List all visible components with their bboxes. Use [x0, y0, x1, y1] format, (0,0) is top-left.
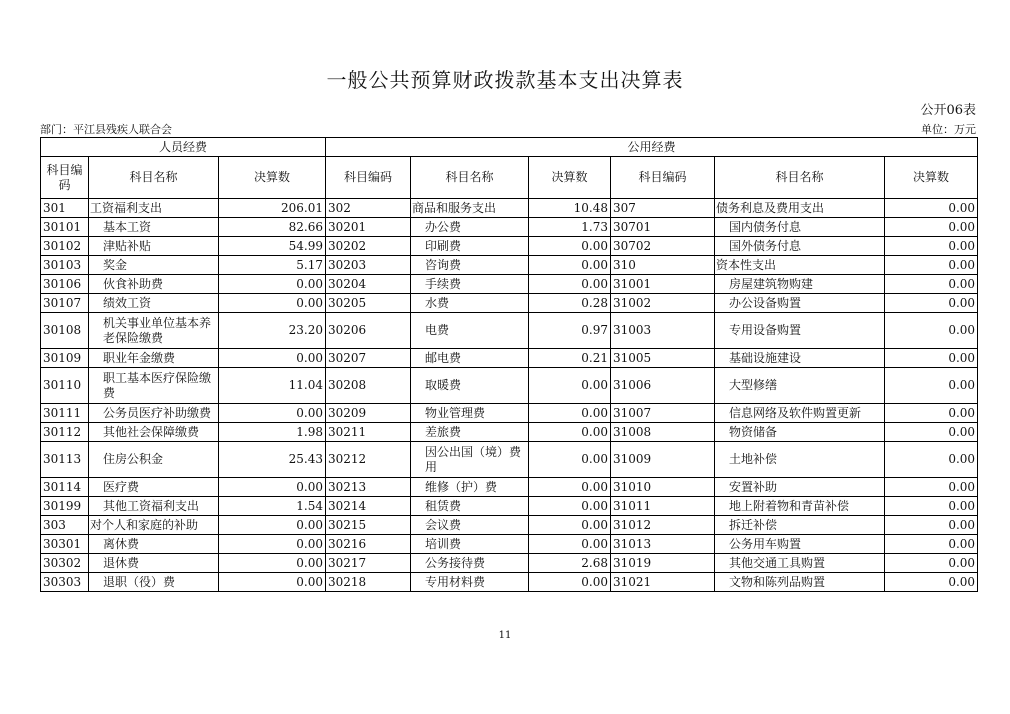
budget-table	[40, 137, 978, 592]
table-title: 一般公共预算财政拨款基本支出决算表	[326, 68, 684, 92]
subject-code-cell: 30108	[41, 313, 89, 349]
amount-cell: 0.00	[219, 404, 326, 423]
subject-code-cell: 301	[41, 199, 89, 218]
subject-code-cell: 30302	[41, 554, 89, 573]
table-row	[41, 573, 978, 592]
subject-code-cell: 30301	[41, 535, 89, 554]
subject-code-cell: 30701	[611, 218, 715, 237]
amount-cell: 0.00	[529, 516, 611, 535]
subject-code-cell: 30217	[326, 554, 411, 573]
subject-code-cell: 30303	[41, 573, 89, 592]
subject-name-cell: 办公设备购置	[715, 294, 885, 313]
subject-name-cell: 伙食补助费	[89, 275, 219, 294]
amount-cell: 0.00	[885, 497, 978, 516]
amount-cell: 54.99	[219, 237, 326, 256]
subject-name-cell: 国外债务付息	[715, 237, 885, 256]
col-header-amount: 决算数	[885, 157, 978, 199]
amount-cell: 82.66	[219, 218, 326, 237]
amount-cell: 0.00	[885, 516, 978, 535]
subject-name-cell: 培训费	[411, 535, 529, 554]
col-header-code: 科目编码	[326, 157, 411, 199]
subject-code-cell: 30209	[326, 404, 411, 423]
subject-name-cell: 绩效工资	[89, 294, 219, 313]
subject-name-cell: 奖金	[89, 256, 219, 275]
subject-code-cell: 31002	[611, 294, 715, 313]
table-row	[41, 516, 978, 535]
subject-name-cell: 电费	[411, 313, 529, 349]
amount-cell: 0.00	[219, 294, 326, 313]
amount-cell: 0.00	[885, 218, 978, 237]
subject-name-cell: 职工基本医疗保险缴费	[89, 368, 219, 404]
subject-name-cell: 差旅费	[411, 423, 529, 442]
subject-name-cell: 职业年金缴费	[89, 349, 219, 368]
table-row	[41, 442, 978, 478]
amount-cell: 23.20	[219, 313, 326, 349]
subject-name-cell: 其他工资福利支出	[89, 497, 219, 516]
subject-code-cell: 30204	[326, 275, 411, 294]
subject-name-cell: 房屋建筑物购建	[715, 275, 885, 294]
subject-name-cell: 土地补偿	[715, 442, 885, 478]
amount-cell: 0.00	[885, 554, 978, 573]
amount-cell: 0.00	[529, 442, 611, 478]
subject-name-cell: 基础设施建设	[715, 349, 885, 368]
subject-name-cell: 物业管理费	[411, 404, 529, 423]
subject-code-cell: 30107	[41, 294, 89, 313]
subject-name-cell: 资本性支出	[715, 256, 885, 275]
subject-code-cell: 31003	[611, 313, 715, 349]
subject-name-cell: 津贴补贴	[89, 237, 219, 256]
subject-code-cell: 30112	[41, 423, 89, 442]
subject-name-cell: 国内债务付息	[715, 218, 885, 237]
subject-code-cell: 310	[611, 256, 715, 275]
amount-cell: 0.00	[529, 404, 611, 423]
subject-name-cell: 债务利息及费用支出	[715, 199, 885, 218]
subject-name-cell: 地上附着物和青苗补偿	[715, 497, 885, 516]
amount-cell: 11.04	[219, 368, 326, 404]
subject-name-cell: 邮电费	[411, 349, 529, 368]
subject-name-cell: 其他交通工具购置	[715, 554, 885, 573]
subject-code-cell: 30213	[326, 478, 411, 497]
group-header-row	[41, 138, 978, 157]
table-row	[41, 313, 978, 349]
subject-name-cell: 拆迁补偿	[715, 516, 885, 535]
table-row	[41, 237, 978, 256]
amount-cell: 0.00	[885, 573, 978, 592]
amount-cell: 0.00	[885, 535, 978, 554]
subject-code-cell: 30110	[41, 368, 89, 404]
subject-code-cell: 30214	[326, 497, 411, 516]
col-header-name: 科目名称	[411, 157, 529, 199]
subject-code-cell: 30207	[326, 349, 411, 368]
amount-cell: 0.00	[885, 237, 978, 256]
group-personnel: 人员经费	[41, 138, 326, 157]
amount-cell: 0.00	[219, 516, 326, 535]
subject-name-cell: 退休费	[89, 554, 219, 573]
subject-code-cell: 30199	[41, 497, 89, 516]
subject-code-cell: 30111	[41, 404, 89, 423]
subject-name-cell: 公务用车购置	[715, 535, 885, 554]
subject-code-cell: 31009	[611, 442, 715, 478]
amount-cell: 0.00	[529, 256, 611, 275]
subject-code-cell: 31006	[611, 368, 715, 404]
table-row	[41, 199, 978, 218]
subject-code-cell: 30201	[326, 218, 411, 237]
subject-code-cell: 30103	[41, 256, 89, 275]
subject-name-cell: 手续费	[411, 275, 529, 294]
col-header-name: 科目名称	[89, 157, 219, 199]
subject-code-cell: 30218	[326, 573, 411, 592]
subject-code-cell: 303	[41, 516, 89, 535]
subject-code-cell: 30208	[326, 368, 411, 404]
subject-code-cell: 30216	[326, 535, 411, 554]
table-row	[41, 294, 978, 313]
subject-code-cell: 31010	[611, 478, 715, 497]
amount-cell: 5.17	[219, 256, 326, 275]
amount-cell: 1.54	[219, 497, 326, 516]
subject-code-cell: 30106	[41, 275, 89, 294]
column-header-row	[41, 157, 978, 199]
amount-cell: 0.00	[529, 275, 611, 294]
amount-cell: 25.43	[219, 442, 326, 478]
table-row	[41, 368, 978, 404]
subject-code-cell: 31019	[611, 554, 715, 573]
amount-cell: 0.00	[529, 237, 611, 256]
amount-cell: 0.00	[885, 294, 978, 313]
amount-cell: 10.48	[529, 199, 611, 218]
subject-name-cell: 因公出国（境）费用	[411, 442, 529, 478]
subject-code-cell: 31008	[611, 423, 715, 442]
amount-cell: 0.00	[885, 404, 978, 423]
subject-name-cell: 信息网络及软件购置更新	[715, 404, 885, 423]
subject-name-cell: 文物和陈列品购置	[715, 573, 885, 592]
amount-cell: 0.00	[885, 349, 978, 368]
subject-name-cell: 商品和服务支出	[411, 199, 529, 218]
subject-code-cell: 31007	[611, 404, 715, 423]
table-row	[41, 554, 978, 573]
amount-cell: 0.00	[885, 275, 978, 294]
amount-cell: 0.00	[219, 275, 326, 294]
amount-cell: 0.00	[529, 478, 611, 497]
amount-cell: 206.01	[219, 199, 326, 218]
amount-cell: 0.00	[885, 256, 978, 275]
amount-cell: 0.00	[885, 423, 978, 442]
col-header-amount: 决算数	[529, 157, 611, 199]
amount-cell: 0.00	[219, 478, 326, 497]
subject-code-cell: 31013	[611, 535, 715, 554]
amount-cell: 0.00	[885, 313, 978, 349]
subject-code-cell: 30114	[41, 478, 89, 497]
subject-name-cell: 办公费	[411, 218, 529, 237]
col-header-code: 科目编码	[41, 157, 89, 199]
subject-name-cell: 安置补助	[715, 478, 885, 497]
subject-name-cell: 机关事业单位基本养老保险缴费	[89, 313, 219, 349]
table-row	[41, 535, 978, 554]
subject-name-cell: 印刷费	[411, 237, 529, 256]
subject-name-cell: 取暖费	[411, 368, 529, 404]
group-public: 公用经费	[326, 138, 978, 157]
subject-name-cell: 专用设备购置	[715, 313, 885, 349]
table-row	[41, 349, 978, 368]
subject-name-cell: 工资福利支出	[89, 199, 219, 218]
unit-label: 单位：万元	[921, 123, 976, 136]
col-header-name: 科目名称	[715, 157, 885, 199]
table-row	[41, 497, 978, 516]
amount-cell: 0.00	[529, 573, 611, 592]
amount-cell: 2.68	[529, 554, 611, 573]
subject-name-cell: 医疗费	[89, 478, 219, 497]
form-number: 公开06表	[920, 103, 976, 118]
subject-name-cell: 其他社会保障缴费	[89, 423, 219, 442]
subject-name-cell: 维修（护）费	[411, 478, 529, 497]
amount-cell: 0.00	[885, 368, 978, 404]
table-row	[41, 478, 978, 497]
subject-name-cell: 离休费	[89, 535, 219, 554]
subject-code-cell: 30212	[326, 442, 411, 478]
amount-cell: 0.00	[219, 535, 326, 554]
subject-name-cell: 租赁费	[411, 497, 529, 516]
subject-name-cell: 咨询费	[411, 256, 529, 275]
subject-code-cell: 31012	[611, 516, 715, 535]
subject-name-cell: 专用材料费	[411, 573, 529, 592]
col-header-code: 科目编码	[611, 157, 715, 199]
subject-code-cell: 31011	[611, 497, 715, 516]
subject-name-cell: 物资储备	[715, 423, 885, 442]
subject-name-cell: 公务接待费	[411, 554, 529, 573]
subject-code-cell: 31005	[611, 349, 715, 368]
subject-name-cell: 基本工资	[89, 218, 219, 237]
subject-code-cell: 30203	[326, 256, 411, 275]
amount-cell: 0.00	[219, 554, 326, 573]
table-row	[41, 275, 978, 294]
subject-code-cell: 30202	[326, 237, 411, 256]
table-row	[41, 423, 978, 442]
amount-cell: 0.00	[529, 497, 611, 516]
subject-name-cell: 公务员医疗补助缴费	[89, 404, 219, 423]
table-row	[41, 256, 978, 275]
subject-code-cell: 30215	[326, 516, 411, 535]
amount-cell: 1.98	[219, 423, 326, 442]
subject-code-cell: 302	[326, 199, 411, 218]
subject-code-cell: 30101	[41, 218, 89, 237]
subject-name-cell: 住房公积金	[89, 442, 219, 478]
subject-code-cell: 30211	[326, 423, 411, 442]
subject-code-cell: 31021	[611, 573, 715, 592]
amount-cell: 0.00	[529, 535, 611, 554]
page-number: 11	[498, 630, 512, 641]
subject-code-cell: 30205	[326, 294, 411, 313]
subject-code-cell: 30113	[41, 442, 89, 478]
amount-cell: 0.00	[529, 368, 611, 404]
amount-cell: 0.00	[529, 423, 611, 442]
subject-code-cell: 30102	[41, 237, 89, 256]
subject-name-cell: 会议费	[411, 516, 529, 535]
amount-cell: 0.97	[529, 313, 611, 349]
amount-cell: 1.73	[529, 218, 611, 237]
subject-code-cell: 30206	[326, 313, 411, 349]
subject-name-cell: 退职（役）费	[89, 573, 219, 592]
department-label: 部门：平江县残疾人联合会	[40, 123, 172, 136]
amount-cell: 0.00	[219, 349, 326, 368]
amount-cell: 0.00	[885, 199, 978, 218]
subject-code-cell: 30702	[611, 237, 715, 256]
subject-name-cell: 水费	[411, 294, 529, 313]
table-row	[41, 218, 978, 237]
subject-code-cell: 31001	[611, 275, 715, 294]
amount-cell: 0.00	[219, 573, 326, 592]
amount-cell: 0.28	[529, 294, 611, 313]
amount-cell: 0.00	[885, 442, 978, 478]
amount-cell: 0.00	[885, 478, 978, 497]
subject-code-cell: 307	[611, 199, 715, 218]
subject-name-cell: 对个人和家庭的补助	[89, 516, 219, 535]
table-row	[41, 404, 978, 423]
col-header-amount: 决算数	[219, 157, 326, 199]
subject-name-cell: 大型修缮	[715, 368, 885, 404]
subject-code-cell: 30109	[41, 349, 89, 368]
amount-cell: 0.21	[529, 349, 611, 368]
